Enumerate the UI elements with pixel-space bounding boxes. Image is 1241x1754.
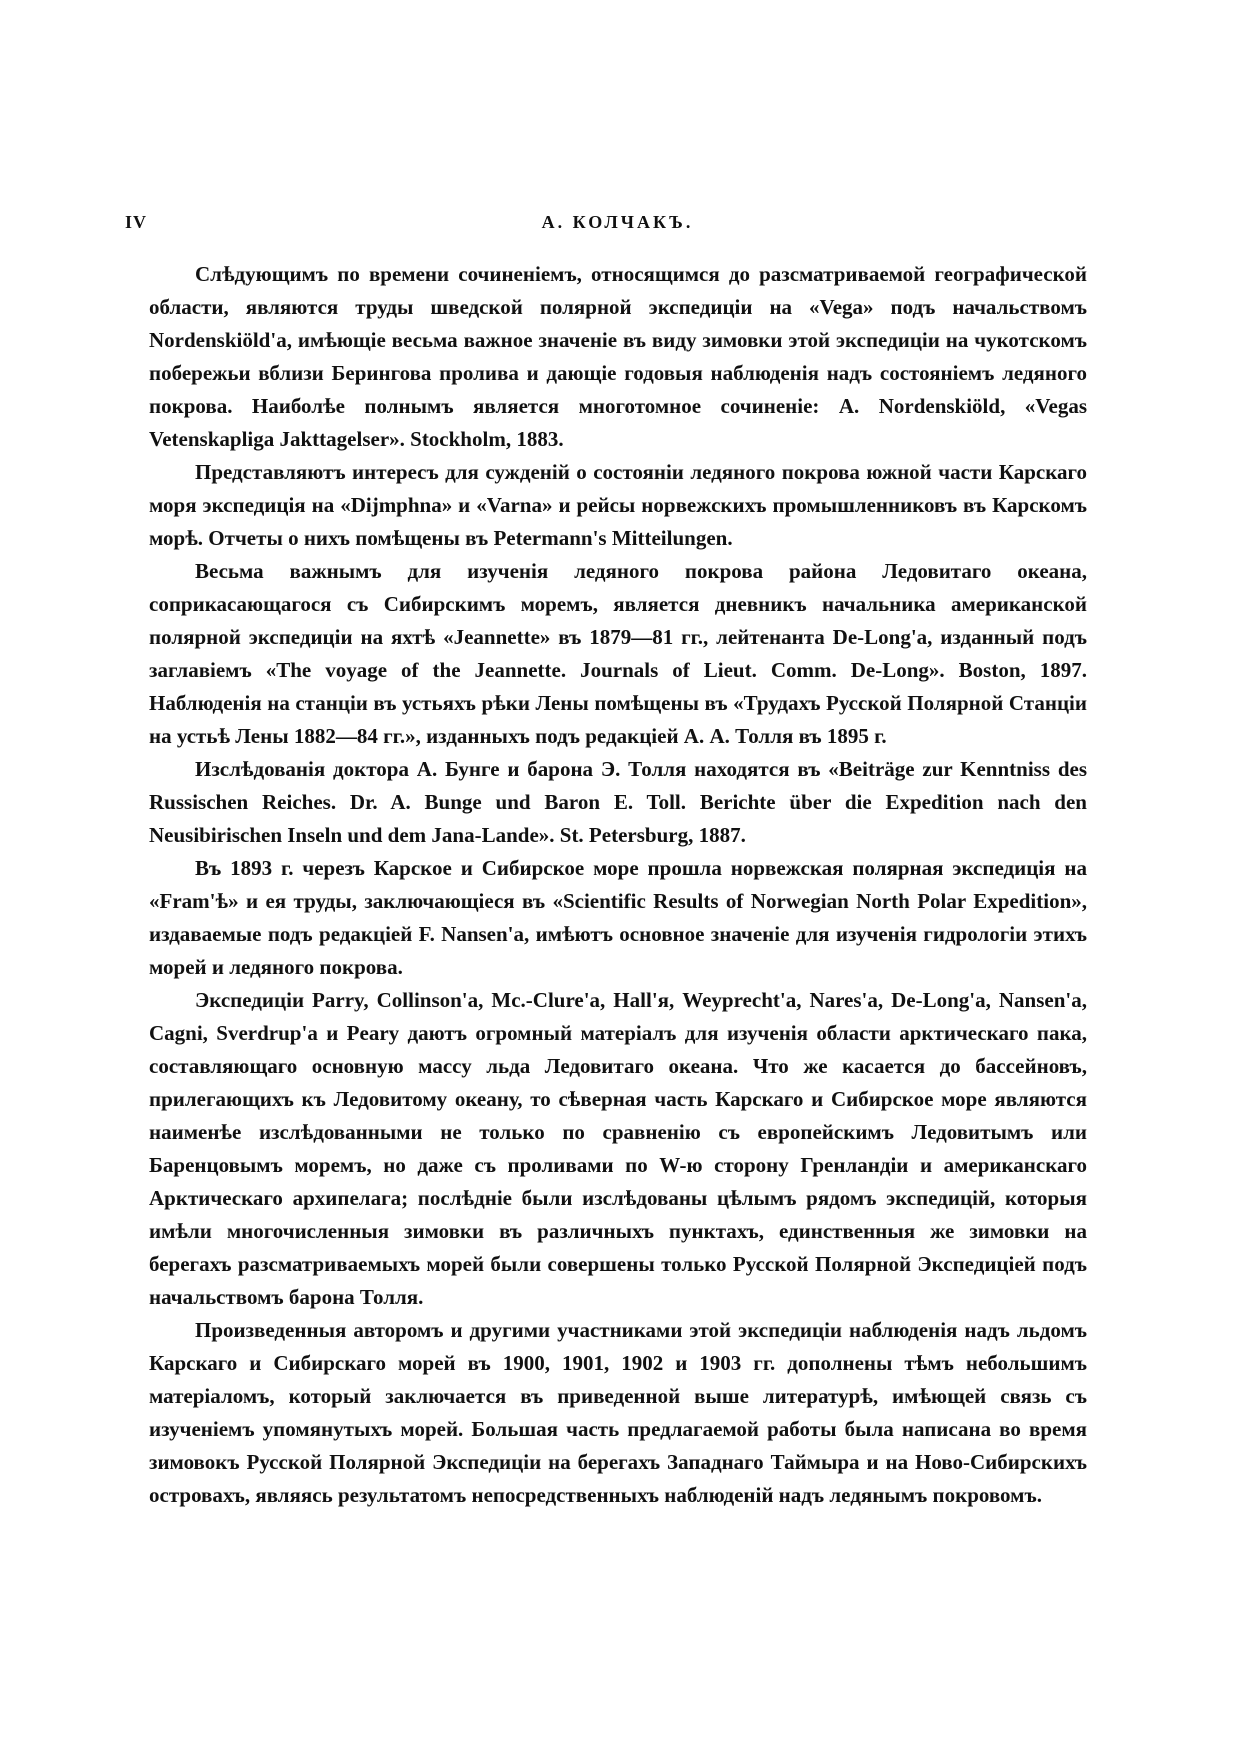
paragraph-fram-expedition: Въ 1893 г. черезъ Карское и Сибирское море прошла норвежская полярная экспедиція на «Fram'ѣ» и ея труды, заключающіеся въ «Scientific Results of Norwegian North Polar Expedition», издаваемые подъ редакціей F. Nansen'a, имѣютъ основное значеніе для изученія гидрологіи этихъ морей и ледяного покрова. [149, 856, 1087, 979]
paragraph-jeannette-expedition: Весьма важнымъ для изученія ледяного покрова района Ледовитаго океана, соприкасающагося съ Сибирскимъ моремъ, является дневникъ начальника американской полярной экспедиціи на яхтѣ «Jeannette» въ 1879—81 гг., лейтенанта De-Long'a, изданный подъ заглавіемъ «The voyage of the Jeannette. Journals of Lieut. Comm. De-Long». Boston, 1897. Наблюденія на станціи въ устьяхъ рѣки Лены помѣщены въ «Трудахъ Русской Полярной Станціи на устьѣ Лены 1882—84 гг.», изданныхъ подъ редакціей А. А. Толля въ 1895 г. [149, 559, 1087, 748]
paragraph-author-observations: Произведенныя авторомъ и другими участниками этой экспедиціи наблюденія надъ льдомъ Карскаго и Сибирскаго морей въ 1900, 1901, 1902 и 1903 гг. дополнены тѣмъ небольшимъ матеріаломъ, который заключается въ приведенной выше литературѣ, имѣющей связь съ изученіемъ упомянутыхъ морей. Большая часть предлагаемой работы была написана во время зимовокъ Русской Полярной Экспедиціи на берегахъ Западнаго Таймыра и на Ново-Сибирскихъ островахъ, являясь результатомъ непосредственныхъ наблюденій надъ ледянымъ покровомъ. [149, 1318, 1087, 1507]
paragraph-vega-expedition: Слѣдующимъ по времени сочиненіемъ, относящимся до разсматриваемой географической области, являются труды шведской полярной экспедиціи на «Vega» подъ начальствомъ Nordenskiöld'a, имѣющіе весьма важное значеніе въ виду зимовки этой экспедиціи на чукотскомъ побережьи вблизи Берингова пролива и дающіе годовыя наблюденія надъ состояніемъ ледяного покрова. Наиболѣе полнымъ является многотомное сочиненіе: A. Nordenskiöld, «Vegas Vetenskapliga Jakttagelser». Stockholm, 1883. [149, 262, 1087, 451]
page-number: IV [125, 212, 148, 232]
paragraph-bunge-toll-research: Изслѣдованія доктора А. Бунге и барона Э. Толля находятся въ «Beiträge zur Kenntniss des Russischen Reiches. Dr. A. Bunge und Baron E. Toll. Berichte über die Expedition nach den Neusibirischen Inseln und dem Jana-Lande». St. Petersburg, 1887. [149, 757, 1087, 847]
running-title: А. КОЛЧАКЪ. [541, 212, 694, 232]
paragraph-arctic-expeditions: Экспедиціи Parry, Collinson'a, Mc.-Clure'a, Hall'я, Weyprecht'a, Nares'a, De-Long'a, Nansen'a, Cagni, Sverdrup'a и Peary даютъ огромный матеріалъ для изученія области арктическаго пака, составляющаго основную массу льда Ледовитаго океана. Что же касается до бассейновъ, прилегающихъ къ Ледовитому океану, то сѣверная часть Карскаго и Сибирское море являются наименѣе изслѣдованными не только по сравненію съ европейскимъ Ледовитымъ или Баренцовымъ моремъ, но даже съ проливами по W-ю сторону Гренландіи и американскаго Арктическаго архипелага; послѣдніе были изслѣдованы цѣлымъ рядомъ экспедицій, которыя имѣли многочисленныя зимовки въ различныхъ пунктахъ, единственныя же зимовки на берегахъ разсматриваемыхъ морей были совершены только Русской Полярной Экспедиціей подъ начальствомъ барона Толля. [149, 988, 1087, 1309]
page-header [125, 212, 1110, 242]
body-text [149, 258, 1087, 1512]
paragraph-kara-sea-expeditions: Представляютъ интересъ для сужденій о состояніи ледяного покрова южной части Карскаго моря экспедиція на «Dijmphna» и «Varna» и рейсы норвежскихъ промышленниковъ въ Карскомъ морѣ. Отчеты о нихъ помѣщены въ Petermann's Mitteilungen. [149, 460, 1087, 550]
